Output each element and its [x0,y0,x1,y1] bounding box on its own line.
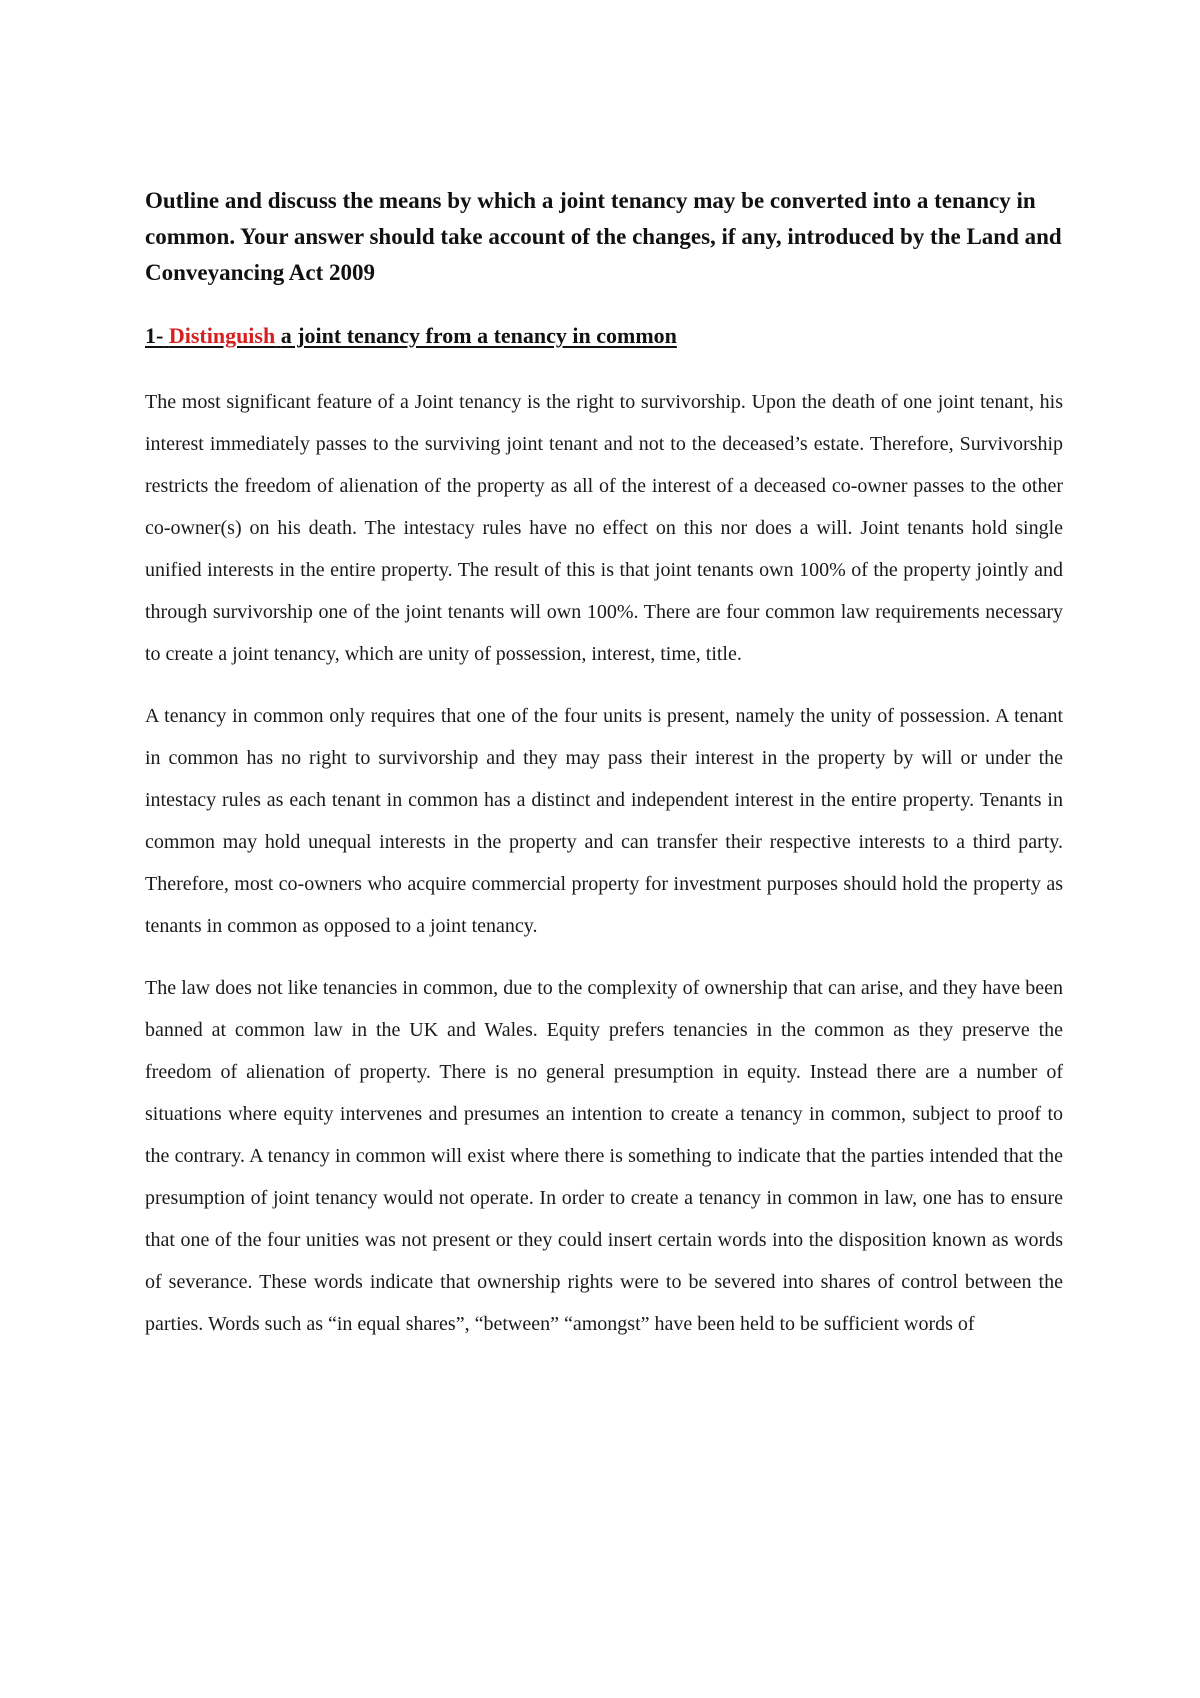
section-heading-highlight: Distinguish [168,323,276,348]
document-page [145,183,1063,1345]
paragraph-equity: The law does not like tenancies in common, due to the complexity of ownership that can arise, and they have been banned at common law in the UK and Wales. Equity prefers tenancies in the common as they preserve the freedom of alienation of property. There is no general presumption in equity. Instead there are a number of situations where equity intervenes and presumes an intention to create a tenancy in common, subject to proof to the contrary. A tenancy in common will exist where there is something to indicate that the parties intended that the presumption of joint tenancy would not operate. In order to create a tenancy in common in law, one has to ensure that one of the four unities was not present or they could insert certain words into the disposition known as words of severance. These words indicate that ownership rights were to be severed into shares of control between the parties. Words such as “in equal shares”, “between” “amongst” have been held to be sufficient words of [145,977,1063,1335]
paragraph-tenancy-in-common: A tenancy in common only requires that one of the four units is present, namely the unity of possession. A tenant in common has no right to survivorship and they may pass their interest in the property by will or under the intestacy rules as each tenant in common has a distinct and independent interest in the entire property. Tenants in common may hold unequal interests in the property and can transfer their respective interests to a third party. Therefore, most co-owners who acquire commercial property for investment purposes should hold the property as tenants in common as opposed to a joint tenancy. [145,705,1063,937]
section-heading-text: a joint tenancy from a tenancy in common [280,323,677,348]
section-number: 1- [145,323,164,348]
paragraph-joint-tenancy: The most significant feature of a Joint tenancy is the right to survivorship. Upon the death of one joint tenant, his interest immediately passes to the surviving joint tenant and not to the deceased’s estate. Therefore, Survivorship restricts the freedom of alienation of the property as all of the interest of a deceased co-owner passes to the other co-owner(s) on his death. The intestacy rules have no effect on this nor does a will. Joint tenants hold single unified interests in the entire property. The result of this is that joint tenants own 100% of the property jointly and through survivorship one of the joint tenants will own 100%. There are four common law requirements necessary to create a joint tenancy, which are unity of possession, interest, time, title. [145,391,1063,665]
document-title: Outline and discuss the means by which a joint tenancy may be converted into a tenancy in common. Your answer should take account of the changes, if any, introduced by the Land and Conveyancing Act 2009 [145,188,1062,285]
section-heading [145,321,1063,351]
